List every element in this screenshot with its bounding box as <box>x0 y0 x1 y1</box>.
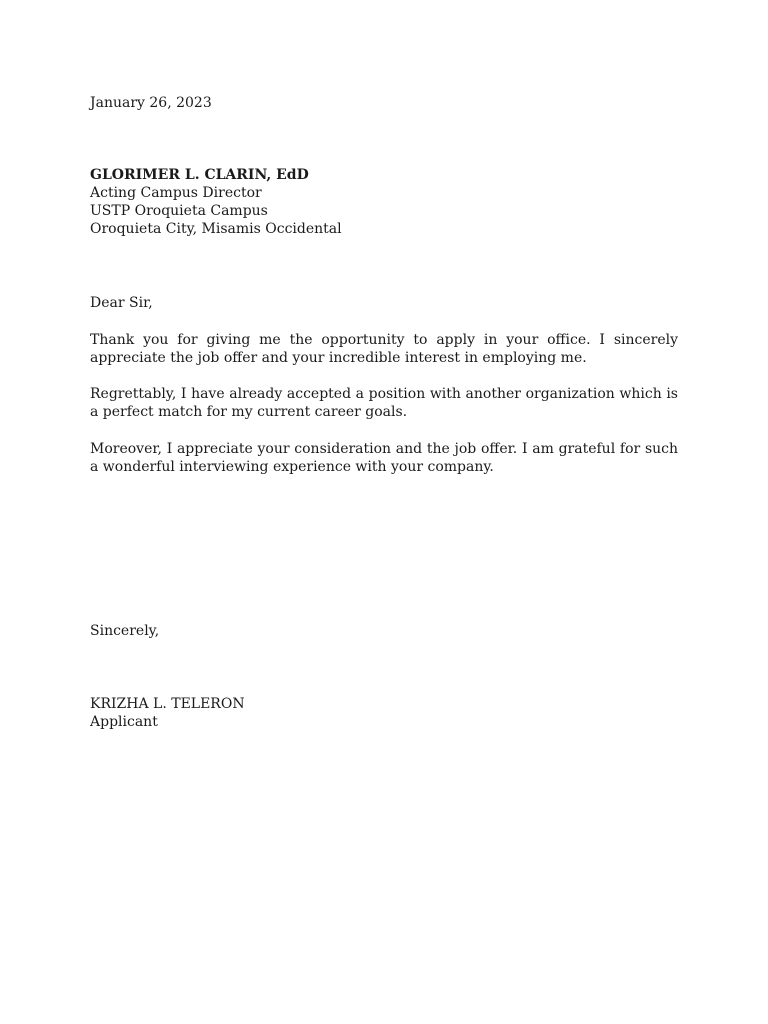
closing: Sincerely, <box>90 623 160 639</box>
recipient-name: GLORIMER L. CLARIN, EdD <box>90 167 309 183</box>
letter-date: January 26, 2023 <box>90 95 212 111</box>
body-paragraph-3: Moreover, I appreciate your consideration and the job offer. I am grateful for such a wonderful interviewing experience with your company. <box>90 441 678 475</box>
signature-block <box>90 695 678 731</box>
body-paragraph-2: Regrettably, I have already accepted a position with another organization which is a perfect match for my current career goals. <box>90 386 678 420</box>
signer-name: KRIZHA L. TELERON <box>90 696 245 712</box>
salutation: Dear Sir, <box>90 295 153 311</box>
recipient-organization: USTP Oroquieta Campus <box>90 203 268 219</box>
recipient-title: Acting Campus Director <box>90 185 262 201</box>
recipient-block <box>90 166 678 238</box>
signer-role: Applicant <box>90 714 158 730</box>
body-paragraph-1: Thank you for giving me the opportunity to apply in your office. I sincerely appreciate the job offer and your incredible interest in employing me. <box>90 332 678 366</box>
recipient-address: Oroquieta City, Misamis Occidental <box>90 221 342 237</box>
